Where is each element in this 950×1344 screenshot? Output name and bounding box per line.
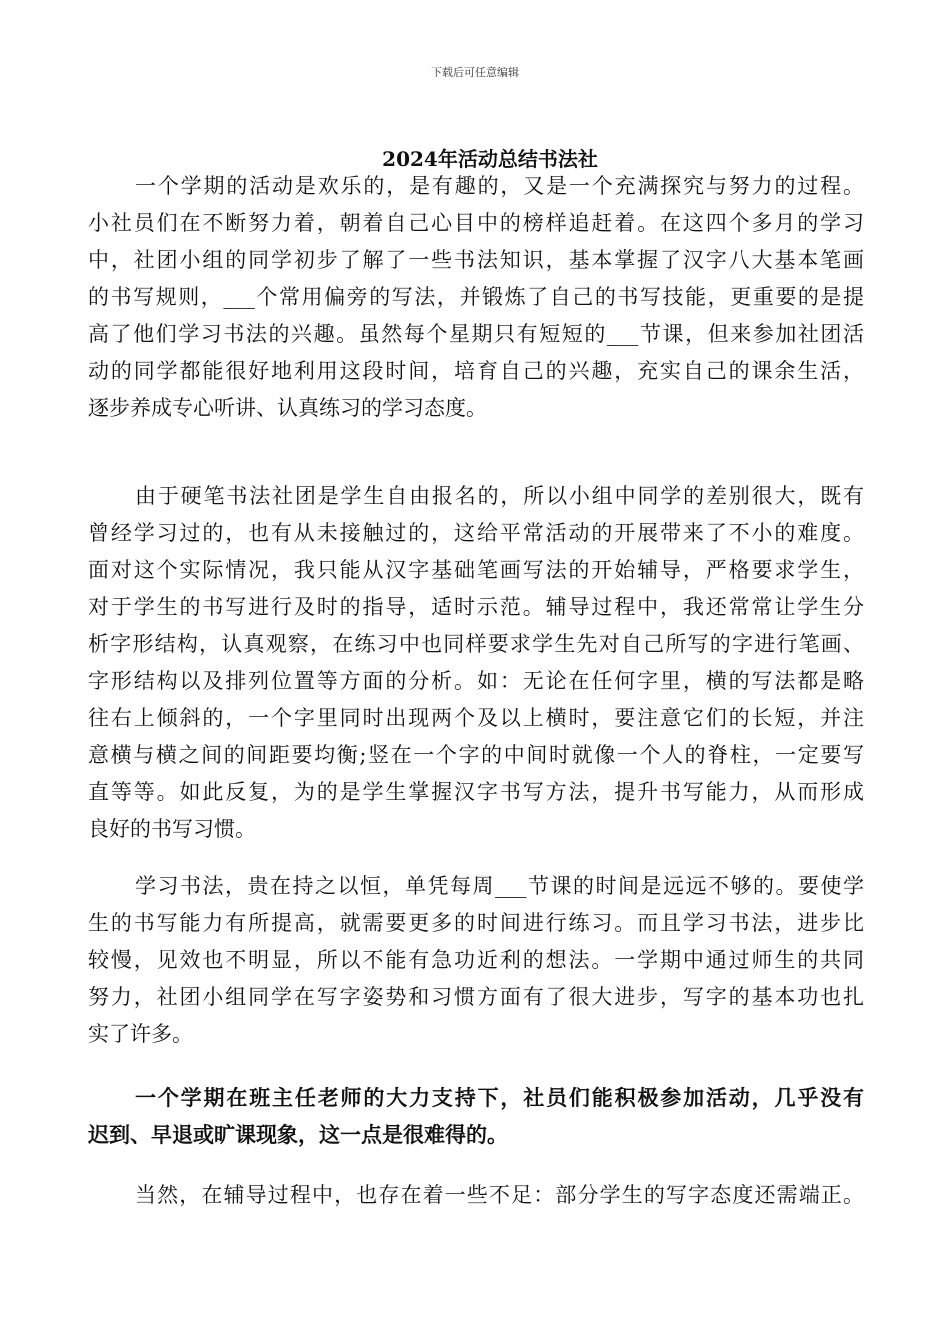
paragraph-line: 小社员们在不断努力着，朝着自己心目中的榜样追赶着。在这四个多月的学习 [88,211,864,235]
paragraph-line: 高了他们学习书法的兴趣。虽然每个星期只有短短的___节课，但来参加社团活 [88,322,864,346]
paragraph-line: 一个学期的活动是欢乐的，是有趣的，又是一个充满探究与努力的过程。 [135,174,864,198]
paragraph-line: 直等等。如此反复，为的是学生掌握汉字书写方法，提升书写能力，从而形成 [88,780,864,804]
paragraph-line: 对于学生的书写进行及时的指导，适时示范。辅导过程中，我还常常让学生分 [88,595,864,619]
paragraph-line: 努力，社团小组同学在写字姿势和习惯方面有了很大进步，写字的基本功也扎 [88,985,864,1009]
paragraph-line: 的书写规则，___个常用偏旁的写法，并锻炼了自己的书写技能，更重要的是提 [88,285,864,309]
paragraph [88,168,864,427]
paragraph-line: 较慢，见效也不明显，所以不能有急功近利的想法。一学期中通过师生的共同 [88,948,864,972]
paragraph-line: 迟到、早退或旷课现象，这一点是很难得的。 [88,1122,508,1147]
paragraph-line: 意横与横之间的间距要均衡;竖在一个字的中间时就像一个人的脊柱，一定要写 [88,743,864,767]
paragraph-line: 面对这个实际情况，我只能从汉字基础笔画写法的开始辅导，严格要求学生， [88,558,864,582]
paragraph [88,1177,864,1214]
paragraph-line: 动的同学都能很好地利用这段时间，培育自己的兴趣，充实自己的课余生活， [88,359,864,383]
paragraph-line: 生的书写能力有所提高，就需要更多的时间进行练习。而且学习书法，进步比 [88,911,864,935]
paragraph [88,868,864,1053]
paragraph-line: 中，社团小组的同学初步了解了一些书法知识，基本掌握了汉字八大基本笔画 [88,248,864,272]
paragraph [88,478,864,848]
paragraph-line: 曾经学习过的，也有从未接触过的，这给平常活动的开展带来了不小的难度。 [88,521,864,545]
paragraph-line: 往右上倾斜的，一个字里同时出现两个及以上横时，要注意它们的长短，并注 [88,706,864,730]
paragraph-line: 由于硬笔书法社团是学生自由报名的，所以小组中同学的差别很大，既有 [135,484,864,508]
document-title: 2024年活动总结书法社 [382,147,598,171]
paragraph-line: 良好的书写习惯。 [88,817,256,841]
paragraph-line: 逐步养成专心听讲、认真练习的学习态度。 [88,396,487,420]
paragraph-line: 学习书法，贵在持之以恒，单凭每周___节课的时间是远远不够的。要使学 [135,874,864,898]
paragraph-line: 实了许多。 [88,1022,193,1046]
paragraph-line: 当然，在辅导过程中，也存在着一些不足：部分学生的写字态度还需端正。 [135,1183,864,1207]
paragraph-line: 一个学期在班主任老师的大力支持下，社员们能积极参加活动，几乎没有 [135,1085,864,1110]
paragraph-line: 析字形结构，认真观察，在练习中也同样要求学生先对自己所写的字进行笔画、 [88,632,864,656]
page-header: 下载后可任意编辑 [431,66,519,79]
paragraph [88,1079,864,1153]
paragraph-line: 字形结构以及排列位置等方面的分析。如：无论在任何字里，横的写法都是略 [88,669,864,693]
